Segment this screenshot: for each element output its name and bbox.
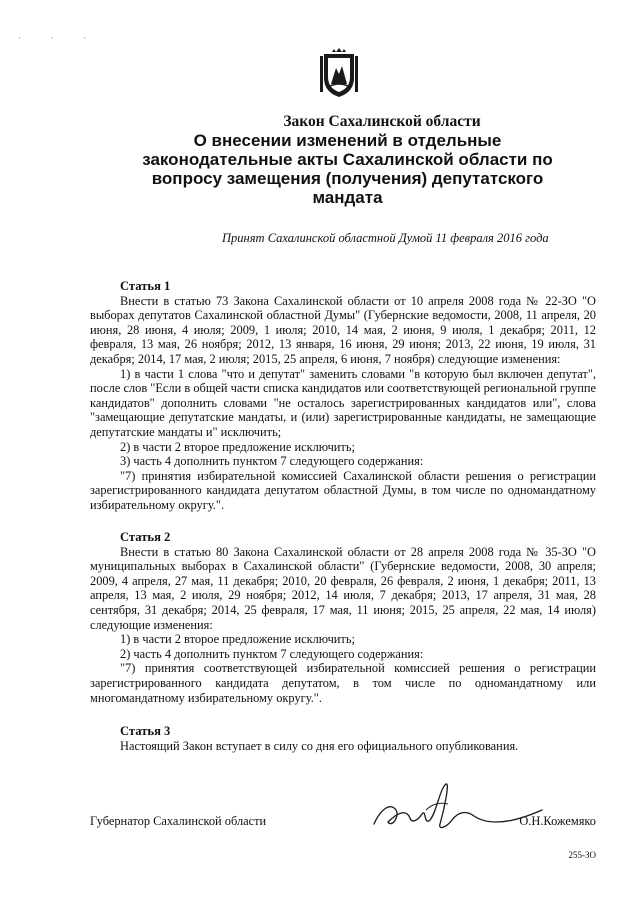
registration-number: 255-ЗО bbox=[568, 850, 596, 860]
article-paragraph: 1) в части 1 слова "что и депутат" заменить словами "в которую был включен депутат", после слов "Если в общей части списка кандидатов или соответствующей региональной группе кандидатов" дополнить словами "не осталось зарегистрированных кандидатов или", слова "замещающие депутатские мандаты, и (или) зарегистрированные кандидаты, не замещающие депутатские мандаты и" исключить; bbox=[90, 366, 596, 439]
article-paragraph: Настоящий Закон вступает в силу со дня его официального опубликования. bbox=[120, 738, 519, 753]
article-heading: Статья 3 bbox=[120, 724, 171, 738]
article-3 bbox=[90, 724, 596, 753]
article-paragraph: "7) принятия избирательной комиссией Сахалинской области решения о регистрации зарегистрированного кандидата депутатом областной Думы, в том числе по одномандатному избирательному округу.". bbox=[90, 468, 596, 512]
adoption-note: Принят Сахалинской областной Думой 11 февраля 2016 года bbox=[222, 231, 549, 245]
article-paragraph: "7) принятия соответствующей избирательной комиссией решения о регистрации зарегистрированного кандидата депутатом, в том числе по одномандатному или многомандатному избирательному округу.". bbox=[90, 661, 596, 705]
handwritten-signature bbox=[366, 780, 566, 840]
title-block bbox=[80, 113, 560, 207]
article-heading: Статья 2 bbox=[120, 530, 171, 544]
article-paragraph: 1) в части 2 второе предложение исключить; bbox=[120, 632, 355, 647]
article-paragraph: 2) часть 4 дополнить пунктом 7 следующего содержания: bbox=[120, 646, 424, 661]
law-heading: Закон Сахалинской области bbox=[283, 113, 481, 130]
law-title-line: вопросу замещения (получения) депутатского bbox=[151, 169, 544, 188]
law-title-line: О внесении изменений в отдельные bbox=[193, 131, 502, 150]
article-paragraph: 2) в части 2 второе предложение исключить; bbox=[120, 439, 355, 454]
article-1 bbox=[90, 279, 596, 513]
scan-marks: · · · bbox=[18, 34, 100, 43]
sakhalin-coat-of-arms-icon bbox=[320, 48, 358, 98]
article-paragraph: 3) часть 4 дополнить пунктом 7 следующего содержания: bbox=[120, 454, 424, 469]
article-2 bbox=[90, 530, 596, 705]
law-title-line: законодательные акты Сахалинской области по bbox=[142, 150, 553, 169]
article-heading: Статья 1 bbox=[120, 279, 171, 293]
signatory-name: О.Н.Кожемяко bbox=[519, 814, 596, 828]
article-paragraph: Внести в статью 80 Закона Сахалинской области от 28 апреля 2008 года № 35-ЗО "О муниципальных выборах в Сахалинской области" (Губернские ведомости, 2008, 30 апреля; 2009, 4 апреля, 27 мая, 11 декабря; 2010, 20 февраля, 26 февраля, 2 июня, 1 декабря; 2011, 13 апреля, 13 мая, 2 июля, 29 ноября; 2012, 14 июля, 7 декабря; 2013, 17 апреля, 31 мая, 28 сентября, 31 декабря; 2014, 25 февраля, 17 мая, 11 июня; 2015, 25 апреля, 22 мая, 14 июля) следующие изменения: bbox=[90, 544, 596, 632]
law-title-line: мандата bbox=[312, 188, 383, 207]
article-paragraph: Внести в статью 73 Закона Сахалинской области от 10 апреля 2008 года № 22-ЗО "О выборах депутатов Сахалинской областной Думы" (Губернские ведомости, 2008, 11 апреля, 20 июня, 28 июня, 4 июля; 2009, 1 июля; 2010, 14 мая, 2 июня, 9 июля, 1 декабря; 2011, 12 февраля, 13 мая, 26 ноября; 2012, 13 января, 16 июня, 29 июня; 2013, 22 июня, 19 июля, 31 декабря; 2014, 17 мая, 2 июля; 2015, 25 апреля, 6 июня, 7 ноября) следующие изменения: bbox=[90, 293, 596, 366]
law-title bbox=[135, 131, 560, 207]
signatory-role: Губернатор Сахалинской области bbox=[90, 814, 267, 828]
